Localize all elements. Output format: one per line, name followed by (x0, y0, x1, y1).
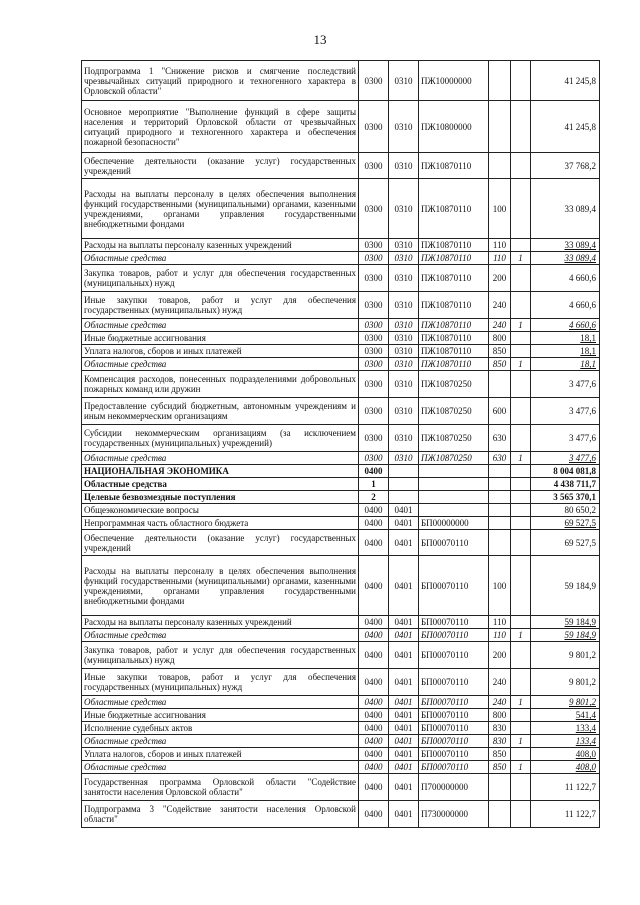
row-subsection-cell: 0310 (389, 101, 419, 153)
table-row (82, 239, 600, 252)
row-amount-cell: 69 527,5 (531, 517, 600, 530)
row-expense-type-cell (489, 371, 511, 398)
row-section-cell: 0400 (359, 669, 389, 696)
table-row (82, 465, 600, 478)
row-expense-type-cell (489, 478, 511, 491)
row-target-article-cell: БП00070110 (419, 629, 489, 642)
row-name-cell: Субсидии некоммерческим организациям (за исключением государственных (муниципальных) учреждений) (82, 425, 359, 452)
row-amount-cell: 541,4 (531, 709, 600, 722)
table-row (82, 252, 600, 265)
row-target-article-cell: П730000000 (419, 801, 489, 828)
row-source-cell: 1 (511, 629, 531, 642)
row-subsection-cell: 0401 (389, 556, 419, 616)
row-name-cell: Предоставление субсидий бюджетным, автономным учреждениям и иным некоммерческим организациям (82, 398, 359, 425)
table-row (82, 101, 600, 153)
table-row (82, 153, 600, 179)
row-name-cell: Государственная программа Орловской области "Содействие занятости населения Орловской области" (82, 774, 359, 801)
row-source-cell (511, 748, 531, 761)
row-subsection-cell: 0401 (389, 504, 419, 517)
row-target-article-cell: ПЖ10870110 (419, 239, 489, 252)
row-name-cell: Подпрограмма 3 "Содействие занятости населения Орловской области" (82, 801, 359, 828)
row-expense-type-cell: 240 (489, 696, 511, 709)
row-section-cell: 0400 (359, 696, 389, 709)
row-source-cell (511, 153, 531, 179)
row-expense-type-cell: 850 (489, 358, 511, 371)
row-section-cell: 0400 (359, 530, 389, 556)
row-target-article-cell (419, 504, 489, 517)
table-row (82, 478, 600, 491)
row-subsection-cell: 0401 (389, 517, 419, 530)
row-target-article-cell: БП00070110 (419, 761, 489, 774)
row-source-cell (511, 101, 531, 153)
table-row (82, 748, 600, 761)
row-subsection-cell: 0401 (389, 616, 419, 629)
row-subsection-cell: 0401 (389, 735, 419, 748)
row-name-cell: Расходы на выплаты персоналу казенных учреждений (82, 239, 359, 252)
row-expense-type-cell: 200 (489, 265, 511, 292)
row-amount-cell: 133,4 (531, 722, 600, 735)
row-section-cell: 0400 (359, 801, 389, 828)
table-row (82, 371, 600, 398)
row-source-cell (511, 478, 531, 491)
row-target-article-cell: ПЖ10870110 (419, 292, 489, 319)
row-name-cell: Подпрограмма 1 "Снижение рисков и смягчение последствий чрезвычайных ситуаций природного и техногенного характера в Орловской области" (82, 61, 359, 101)
row-source-cell: 1 (511, 452, 531, 465)
row-expense-type-cell: 200 (489, 642, 511, 669)
row-name-cell: Областные средства (82, 452, 359, 465)
row-subsection-cell: 0310 (389, 61, 419, 101)
row-section-cell: 0300 (359, 358, 389, 371)
row-amount-cell: 41 245,8 (531, 101, 600, 153)
row-source-cell (511, 345, 531, 358)
row-source-cell (511, 722, 531, 735)
row-expense-type-cell (489, 774, 511, 801)
row-source-cell (511, 239, 531, 252)
row-section-cell: 0400 (359, 722, 389, 735)
row-target-article-cell: ПЖ10870110 (419, 265, 489, 292)
table-row (82, 345, 600, 358)
row-amount-cell: 11 122,7 (531, 774, 600, 801)
row-subsection-cell (389, 491, 419, 504)
row-expense-type-cell: 850 (489, 345, 511, 358)
row-expense-type-cell (489, 153, 511, 179)
row-name-cell: Непрограммная часть областного бюджета (82, 517, 359, 530)
row-section-cell: 0400 (359, 629, 389, 642)
row-target-article-cell: БП00070110 (419, 722, 489, 735)
row-name-cell: Расходы на выплаты персоналу казенных учреждений (82, 616, 359, 629)
row-subsection-cell: 0310 (389, 179, 419, 239)
row-section-cell: 0300 (359, 179, 389, 239)
budget-table-body (82, 61, 600, 828)
row-subsection-cell: 0401 (389, 774, 419, 801)
table-row (82, 332, 600, 345)
row-expense-type-cell: 800 (489, 332, 511, 345)
row-name-cell: Иные бюджетные ассигнования (82, 332, 359, 345)
row-section-cell: 0400 (359, 556, 389, 616)
row-source-cell (511, 371, 531, 398)
table-row (82, 398, 600, 425)
row-name-cell: Расходы на выплаты персоналу в целях обеспечения выполнения функций государственными (муниципальными) органами, казенными учреждениями, органами управления государственными внебюджетными фондами (82, 179, 359, 239)
row-subsection-cell (389, 465, 419, 478)
row-expense-type-cell (489, 801, 511, 828)
row-expense-type-cell (489, 517, 511, 530)
row-source-cell (511, 616, 531, 629)
row-target-article-cell: ПЖ10870110 (419, 332, 489, 345)
row-subsection-cell: 0310 (389, 153, 419, 179)
row-target-article-cell: ПЖ10000000 (419, 61, 489, 101)
table-row (82, 452, 600, 465)
row-target-article-cell: БП00070110 (419, 748, 489, 761)
row-source-cell (511, 332, 531, 345)
row-expense-type-cell: 850 (489, 748, 511, 761)
row-target-article-cell: ПЖ10870250 (419, 371, 489, 398)
row-expense-type-cell: 830 (489, 735, 511, 748)
row-expense-type-cell: 100 (489, 179, 511, 239)
row-expense-type-cell: 800 (489, 709, 511, 722)
row-source-cell: 1 (511, 696, 531, 709)
row-amount-cell: 59 184,9 (531, 556, 600, 616)
row-amount-cell: 9 801,2 (531, 669, 600, 696)
row-expense-type-cell (489, 465, 511, 478)
row-source-cell (511, 425, 531, 452)
row-name-cell: Закупка товаров, работ и услуг для обеспечения государственных (муниципальных) нужд (82, 265, 359, 292)
row-section-cell: 0400 (359, 465, 389, 478)
row-amount-cell: 33 089,4 (531, 239, 600, 252)
row-section-cell: 0300 (359, 425, 389, 452)
row-source-cell (511, 642, 531, 669)
table-row (82, 179, 600, 239)
row-source-cell (511, 517, 531, 530)
row-target-article-cell: БП00070110 (419, 735, 489, 748)
row-expense-type-cell (489, 491, 511, 504)
row-source-cell: 1 (511, 319, 531, 332)
row-source-cell (511, 504, 531, 517)
row-amount-cell: 59 184,9 (531, 629, 600, 642)
row-source-cell: 1 (511, 735, 531, 748)
row-name-cell: Иные бюджетные ассигнования (82, 709, 359, 722)
row-subsection-cell: 0310 (389, 425, 419, 452)
row-subsection-cell: 0310 (389, 265, 419, 292)
row-amount-cell: 3 477,6 (531, 398, 600, 425)
table-row (82, 761, 600, 774)
row-amount-cell: 4 660,6 (531, 292, 600, 319)
row-source-cell (511, 398, 531, 425)
row-amount-cell: 37 768,2 (531, 153, 600, 179)
row-subsection-cell: 0310 (389, 332, 419, 345)
row-amount-cell: 3 477,6 (531, 425, 600, 452)
table-row (82, 669, 600, 696)
row-subsection-cell: 0401 (389, 642, 419, 669)
row-name-cell: Уплата налогов, сборов и иных платежей (82, 345, 359, 358)
row-name-cell: Областные средства (82, 761, 359, 774)
row-target-article-cell: БП00070110 (419, 709, 489, 722)
row-amount-cell: 8 004 081,8 (531, 465, 600, 478)
row-amount-cell: 9 801,2 (531, 696, 600, 709)
table-row (82, 735, 600, 748)
table-row (82, 61, 600, 101)
row-target-article-cell (419, 491, 489, 504)
row-subsection-cell: 0401 (389, 748, 419, 761)
row-expense-type-cell: 240 (489, 292, 511, 319)
row-name-cell: Областные средства (82, 478, 359, 491)
row-source-cell (511, 292, 531, 319)
row-source-cell (511, 179, 531, 239)
row-section-cell: 0300 (359, 371, 389, 398)
row-subsection-cell: 0401 (389, 696, 419, 709)
row-source-cell (511, 709, 531, 722)
row-amount-cell: 69 527,5 (531, 530, 600, 556)
table-row (82, 709, 600, 722)
table-row (82, 801, 600, 828)
row-name-cell: Областные средства (82, 358, 359, 371)
row-expense-type-cell (489, 530, 511, 556)
row-source-cell (511, 774, 531, 801)
row-name-cell: Основное мероприятие "Выполнение функций в сфере защиты населения и территорий Орловской области от чрезвычайных ситуаций природного и техногенного характера и обеспечения пожарной безопасности" (82, 101, 359, 153)
table-row (82, 265, 600, 292)
row-amount-cell: 4 660,6 (531, 265, 600, 292)
row-section-cell: 2 (359, 491, 389, 504)
row-subsection-cell: 0401 (389, 761, 419, 774)
row-subsection-cell: 0401 (389, 629, 419, 642)
table-row (82, 517, 600, 530)
table-row (82, 629, 600, 642)
table-row (82, 491, 600, 504)
row-subsection-cell: 0401 (389, 801, 419, 828)
table-row (82, 556, 600, 616)
table-row (82, 504, 600, 517)
row-amount-cell: 18,1 (531, 358, 600, 371)
row-amount-cell: 4 660,6 (531, 319, 600, 332)
row-section-cell: 0300 (359, 61, 389, 101)
table-row (82, 530, 600, 556)
row-target-article-cell: ПЖ10870110 (419, 179, 489, 239)
row-section-cell: 0300 (359, 452, 389, 465)
table-row (82, 358, 600, 371)
row-section-cell: 0400 (359, 709, 389, 722)
table-row (82, 292, 600, 319)
table-row (82, 696, 600, 709)
row-target-article-cell: БП00070110 (419, 642, 489, 669)
row-target-article-cell: ПЖ10870110 (419, 252, 489, 265)
row-name-cell: Областные средства (82, 629, 359, 642)
row-section-cell: 0300 (359, 239, 389, 252)
row-amount-cell: 408,0 (531, 761, 600, 774)
table-row (82, 319, 600, 332)
page-number: 13 (313, 32, 327, 47)
row-subsection-cell (389, 478, 419, 491)
row-name-cell: Областные средства (82, 735, 359, 748)
row-amount-cell: 11 122,7 (531, 801, 600, 828)
row-expense-type-cell: 110 (489, 252, 511, 265)
row-section-cell: 0300 (359, 398, 389, 425)
row-section-cell: 0300 (359, 101, 389, 153)
row-subsection-cell: 0310 (389, 452, 419, 465)
row-subsection-cell: 0310 (389, 292, 419, 319)
row-amount-cell: 18,1 (531, 345, 600, 358)
row-source-cell (511, 61, 531, 101)
row-amount-cell: 33 089,4 (531, 252, 600, 265)
row-source-cell (511, 669, 531, 696)
table-row (82, 642, 600, 669)
row-name-cell: Уплата налогов, сборов и иных платежей (82, 748, 359, 761)
row-section-cell: 0300 (359, 292, 389, 319)
row-source-cell (511, 491, 531, 504)
row-subsection-cell: 0310 (389, 239, 419, 252)
row-name-cell: Областные средства (82, 696, 359, 709)
row-amount-cell: 80 650,2 (531, 504, 600, 517)
row-expense-type-cell (489, 101, 511, 153)
row-target-article-cell: БП00070110 (419, 696, 489, 709)
row-expense-type-cell: 240 (489, 669, 511, 696)
row-section-cell: 0400 (359, 517, 389, 530)
row-expense-type-cell: 850 (489, 761, 511, 774)
row-section-cell: 0300 (359, 345, 389, 358)
table-row (82, 616, 600, 629)
row-expense-type-cell: 110 (489, 629, 511, 642)
row-subsection-cell: 0401 (389, 722, 419, 735)
row-amount-cell: 3 477,6 (531, 371, 600, 398)
row-amount-cell: 41 245,8 (531, 61, 600, 101)
row-name-cell: Областные средства (82, 319, 359, 332)
row-target-article-cell (419, 478, 489, 491)
row-target-article-cell (419, 465, 489, 478)
row-source-cell (511, 465, 531, 478)
row-subsection-cell: 0401 (389, 709, 419, 722)
row-amount-cell: 3 477,6 (531, 452, 600, 465)
row-target-article-cell: ПЖ10870110 (419, 319, 489, 332)
table-row (82, 722, 600, 735)
row-amount-cell: 3 565 370,1 (531, 491, 600, 504)
row-target-article-cell: П700000000 (419, 774, 489, 801)
row-target-article-cell: БП00070110 (419, 530, 489, 556)
table-row (82, 774, 600, 801)
row-name-cell: Компенсация расходов, понесенных подразделениями добровольных пожарных команд или дружин (82, 371, 359, 398)
row-target-article-cell: ПЖ10870110 (419, 358, 489, 371)
row-name-cell: Иные закупки товаров, работ и услуг для обеспечения государственных (муниципальных) нужд (82, 292, 359, 319)
row-name-cell: Иные закупки товаров, работ и услуг для обеспечения государственных (муниципальных) нужд (82, 669, 359, 696)
row-target-article-cell: ПЖ10870110 (419, 153, 489, 179)
row-name-cell: Областные средства (82, 252, 359, 265)
row-section-cell: 0300 (359, 252, 389, 265)
row-subsection-cell: 0310 (389, 358, 419, 371)
row-target-article-cell: ПЖ10870250 (419, 452, 489, 465)
row-source-cell: 1 (511, 761, 531, 774)
row-expense-type-cell: 630 (489, 452, 511, 465)
row-subsection-cell: 0401 (389, 669, 419, 696)
row-expense-type-cell (489, 61, 511, 101)
row-name-cell: Расходы на выплаты персоналу в целях обеспечения выполнения функций государственными (муниципальными) органами, казенными учреждениями, органами управления государственными внебюджетными фондами (82, 556, 359, 616)
row-name-cell: НАЦИОНАЛЬНАЯ ЭКОНОМИКА (82, 465, 359, 478)
budget-table (81, 60, 600, 828)
row-expense-type-cell (489, 504, 511, 517)
row-target-article-cell: БП00070110 (419, 616, 489, 629)
row-name-cell: Обеспечение деятельности (оказание услуг) государственных учреждений (82, 153, 359, 179)
table-row (82, 425, 600, 452)
row-section-cell: 0400 (359, 735, 389, 748)
row-source-cell (511, 556, 531, 616)
row-name-cell: Обеспечение деятельности (оказание услуг) государственных учреждений (82, 530, 359, 556)
row-source-cell (511, 801, 531, 828)
row-expense-type-cell: 110 (489, 239, 511, 252)
row-target-article-cell: ПЖ10870250 (419, 398, 489, 425)
row-amount-cell: 18,1 (531, 332, 600, 345)
row-expense-type-cell: 830 (489, 722, 511, 735)
row-expense-type-cell: 630 (489, 425, 511, 452)
row-name-cell: Закупка товаров, работ и услуг для обеспечения государственных (муниципальных) нужд (82, 642, 359, 669)
row-target-article-cell: БП00070110 (419, 556, 489, 616)
row-name-cell: Общеэкономические вопросы (82, 504, 359, 517)
row-target-article-cell: ПЖ10870110 (419, 345, 489, 358)
row-amount-cell: 133,4 (531, 735, 600, 748)
row-amount-cell: 59 184,9 (531, 616, 600, 629)
row-source-cell (511, 530, 531, 556)
row-section-cell: 1 (359, 478, 389, 491)
row-section-cell: 0400 (359, 504, 389, 517)
row-subsection-cell: 0310 (389, 345, 419, 358)
row-source-cell: 1 (511, 358, 531, 371)
row-amount-cell: 33 089,4 (531, 179, 600, 239)
row-name-cell: Целевые безвозмездные поступления (82, 491, 359, 504)
row-subsection-cell: 0310 (389, 319, 419, 332)
row-amount-cell: 4 438 711,7 (531, 478, 600, 491)
row-subsection-cell: 0310 (389, 371, 419, 398)
row-subsection-cell: 0310 (389, 398, 419, 425)
row-amount-cell: 408,0 (531, 748, 600, 761)
row-expense-type-cell: 240 (489, 319, 511, 332)
row-expense-type-cell: 110 (489, 616, 511, 629)
row-section-cell: 0400 (359, 642, 389, 669)
row-name-cell: Исполнение судебных актов (82, 722, 359, 735)
row-amount-cell: 9 801,2 (531, 642, 600, 669)
row-section-cell: 0300 (359, 319, 389, 332)
row-expense-type-cell: 600 (489, 398, 511, 425)
row-section-cell: 0400 (359, 616, 389, 629)
row-expense-type-cell: 100 (489, 556, 511, 616)
row-source-cell (511, 265, 531, 292)
row-section-cell: 0400 (359, 761, 389, 774)
row-target-article-cell: БП00000000 (419, 517, 489, 530)
row-section-cell: 0400 (359, 748, 389, 761)
row-target-article-cell: БП00070110 (419, 669, 489, 696)
row-target-article-cell: ПЖ10800000 (419, 101, 489, 153)
row-section-cell: 0300 (359, 153, 389, 179)
row-subsection-cell: 0401 (389, 530, 419, 556)
row-subsection-cell: 0310 (389, 252, 419, 265)
row-target-article-cell: ПЖ10870250 (419, 425, 489, 452)
row-section-cell: 0300 (359, 265, 389, 292)
row-section-cell: 0300 (359, 332, 389, 345)
row-section-cell: 0400 (359, 774, 389, 801)
row-source-cell: 1 (511, 252, 531, 265)
